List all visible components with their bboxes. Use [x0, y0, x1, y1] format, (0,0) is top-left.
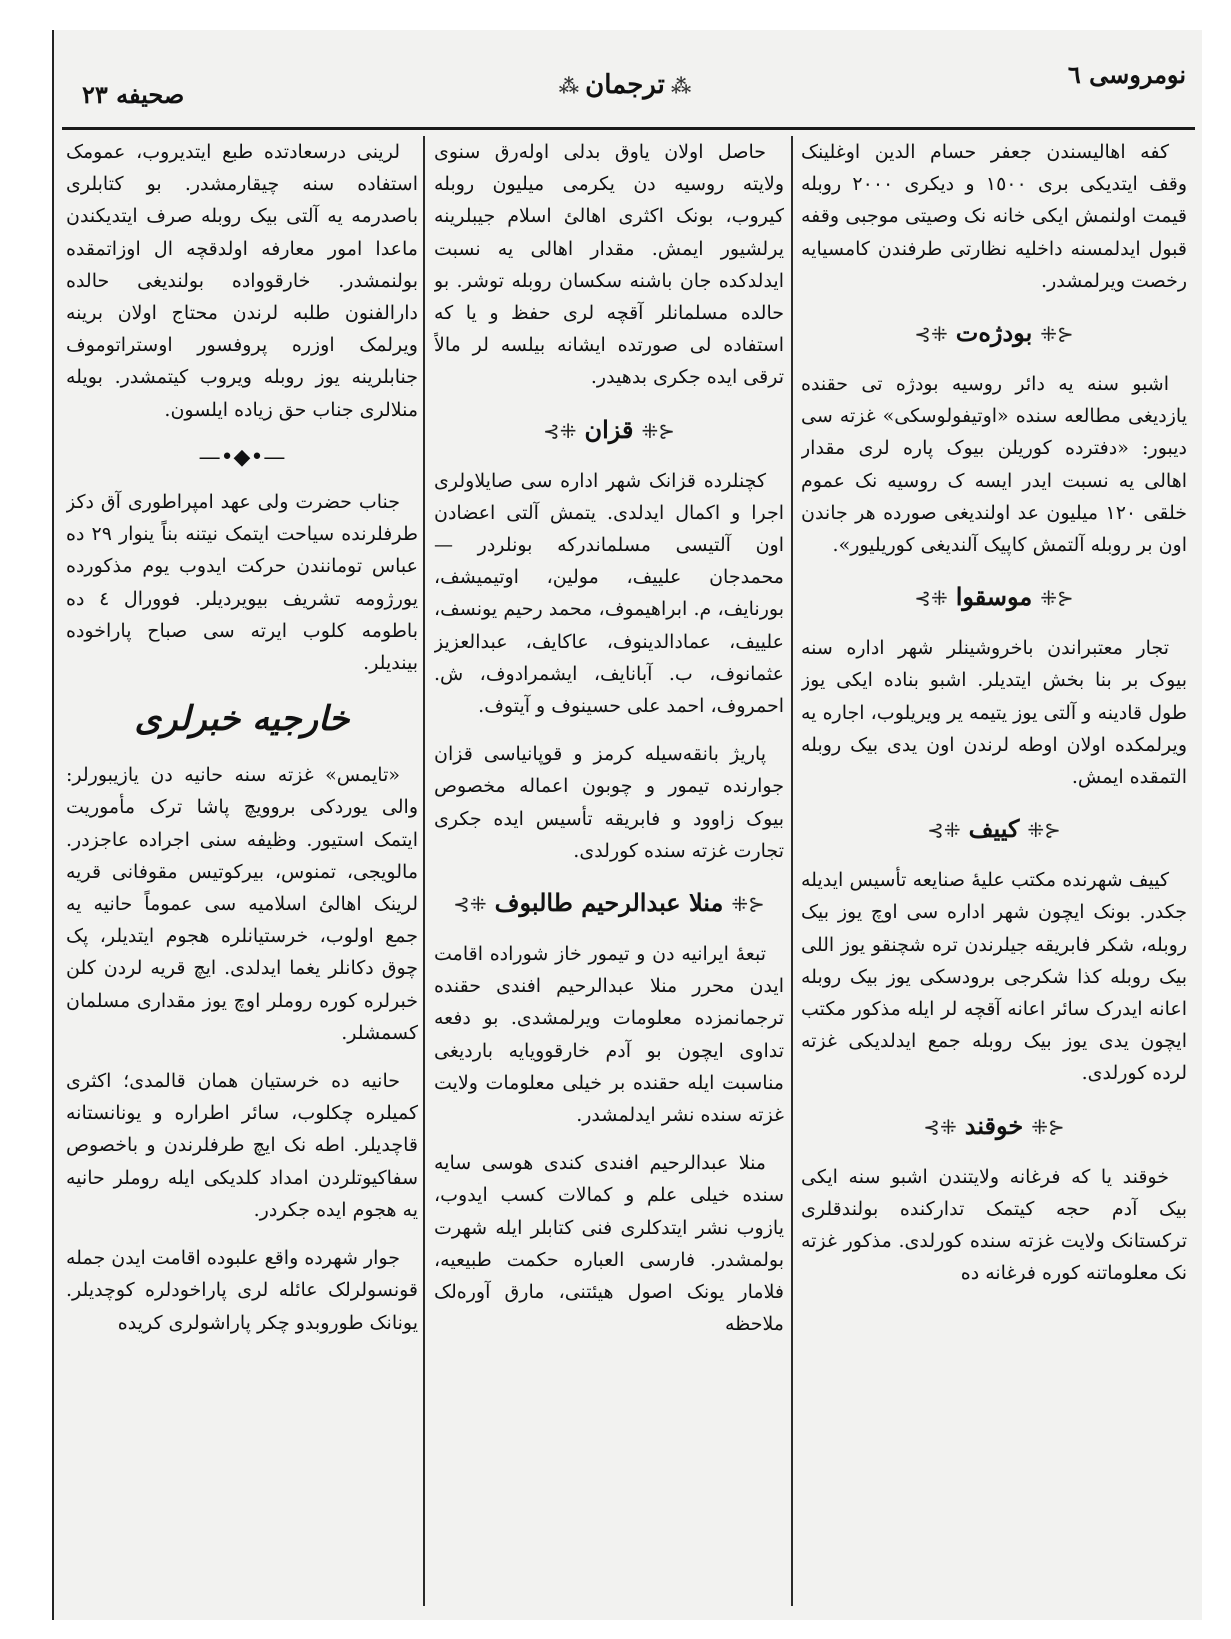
column-divider [791, 136, 793, 1606]
issue-number: نومروسی ٦ [1067, 60, 1186, 89]
section-heading [434, 883, 784, 924]
ornament-icon: ⁜⊱ [542, 418, 577, 443]
article-paragraph: جناب حضرت ولی عهد امپراطوری آق دکز طرفلرنده سیاحت ایتمک نیتنه بناً ینوار ٢٩ ده عباس تومانندن حرکت ایدوب یوم مذکورده یورژومه تشریف بیویردیلر. فوورال ٤ ده باطومه کلوب ایرته سی صباح پاراخوده بیندیلر. [66, 491, 418, 675]
masthead [540, 70, 710, 100]
ornament-icon: ⁜⊱ [914, 586, 948, 611]
article-paragraph: تبعهٔ ایرانیه دن و تیمور خاز شوراده اقامت ایدن محرر منلا عبدالرحیم افندی حقنده ترجمانمزده معلومات ویرلمشدی. بو دفعه تداوی ایچون بو آدم خارقوویایه بارديغی مناسبت ایله حقنده بر خیلی معلومات ولایت غزته سنده نشر ایدلمشدر. [434, 943, 784, 1127]
ornament-icon: ⊰⁜ [1040, 586, 1074, 611]
ornament-icon: ⁜⊱ [927, 818, 961, 843]
ornament-icon: ⁜⊱ [914, 322, 948, 347]
article-paragraph: کییف شهرنده مکتب علیهٔ صنایعه تأسیس ایدیله جکدر. بونک ایچون شهر اداره سی اوچ یوز بیک روبله، شکر فابریقه جیلرندن تره شچنقو یوز اللی بیک روبله کذا شکرجی برودسکی یوز بیک روبله اعانه ایدرک سائر اعانه آقچه لر ایله مذکور مکتب ایچون یدی یوز بیک روبله جمع ایدلدیکی غزته لرده کورلدی. [801, 869, 1187, 1085]
article-paragraph: خوقند یا که فرغانه ولایتندن اشبو سنه ایکی بیک آدم حجه کیتمک تدارکنده بولندقلری ترکستانک ولایت غزته سنده کورلدی. مذکور غزته نک معلوماتنه کوره فرغانه ده [801, 1165, 1187, 1285]
section-heading [434, 410, 784, 451]
column-divider [423, 136, 425, 1606]
page-number: صحیفه ٢٣ [82, 80, 185, 109]
ornament-icon: ⊰⁜ [1040, 322, 1074, 347]
column-right [801, 136, 1187, 1606]
article-paragraph: حاصل اولان یاوق بدلی اوله‌رق سنوی ولایته روسیه دن یکرمی میلیون روبله کیروب، بونک اکثری اهالئ اسلام جیبلرینه یرلشیور ایمش. مقدار اهالی یه نسبت ایدلدکده جان باشنه سکسان روبله توشر. بو حالده مسلمانلر آقچه لری حفظ و یا که استفاده لی صورتده ایشانه بیلسه لر مالاً ترقی ایده جکری بدهیدر. [434, 141, 784, 389]
section-heading [801, 577, 1187, 618]
section-heading [801, 809, 1187, 850]
column-middle [434, 136, 784, 1606]
ornament-icon: ⁂ [558, 74, 580, 98]
heading-text: کییف [968, 814, 1020, 844]
ornament-icon: ⊰⁜ [1027, 818, 1061, 843]
ornament-icon: ⊰⁜ [641, 418, 676, 443]
article-paragraph: کفه اهالیسندن جعفر حسام الدین اوغلینک وقف ایتدیکی بری ١٥٠٠ و دیکری ٢٠٠٠ روبله قیمت اولنمش ایکی خانه نک وصیتی موجبی وقفه قبول ایدلمسنه داخلیه نظارتی طرفندن کامسیایه رخصت ویرلمشدر. [801, 141, 1187, 292]
column-left [66, 136, 418, 1606]
article-paragraph: لرینی درسعادتده طبع ایتدیروب، عمومک استفاده سنه چیقارمشدر. بو کتابلری باصدرمه یه آلتی بیک روبله صرف ایتدیکندن ماعدا امور معارفه اولدقچه ال اوزاتمقده بولنمشدر. خارقوواده بولندیغی حالده دارالفنون طلبه لرندن محتاج اولان برینه ویرلمک اوزره پروفسور اوستراتوموف جنابلرینه یوز روبله ویروب کیتمشدر. بویله منلالری جناب حق زیاده ایلسون. [66, 141, 418, 421]
section-heading [801, 313, 1187, 354]
ornament-icon: ⁜⊱ [923, 1114, 957, 1139]
article-paragraph: کچنلرده قزانک شهر اداره سی صایلاولری اجرا و اکمال ایدلدی. یتمش آلتی اعضادن اون آلتیسی مسلماندرکه بونلردر — محمدجان علییف، مولین، اوتیمیشف، بورنایف، م. ابراهیموف، محمد رحیم یونسف، علییف، عمادالدینوف، عاکایف، عبدالعزیز عثمانوف، ب. آبانایف، ایشمرادوف، ش. احمروف، احمد علی حسینوف و آیتوف. [434, 469, 784, 718]
ornament-icon: ⁂ [670, 74, 692, 98]
ornament-icon: ⊰⁜ [1031, 1114, 1065, 1139]
article-paragraph: منلا عبدالرحیم افندی کندی هوسی سایه سنده خیلی علم و کمالات کسب ایدوب، یازوب نشر ایتدکلری فنی کتابلر ایله شهرت بولمشدر. فارسی العباره حکمت طبیعیه، فلامار یونک اصول هیئتنی، مارق آورەلک ملاحظه [434, 1152, 784, 1336]
masthead-title: ترجمان [585, 70, 665, 100]
page-header [54, 30, 1202, 109]
article-paragraph: جوار شهرده واقع علبوده اقامت ایدن جمله قونسولرلک عائله لری پاراخودلره کوچدیلر. یونانک طوروبدو چکر پاراشولری کریده [66, 1247, 418, 1334]
heading-text: قزان [584, 414, 634, 444]
header-rule [62, 127, 1195, 130]
article-paragraph: حانیه ده خرستیان همان قالمدی؛ اکثری کمیلره چکلوب، سائر اطراره و یونانستانه قاچدیلر. اطه نک ایچ طرفلرندن و باخصوص سفاکیوتلردن امداد کلدیکی ایله روملر حانیه یه هجوم ایده جکردر. [66, 1070, 418, 1221]
heading-text: منلا عبدالرحیم طالبوف [494, 888, 724, 918]
article-paragraph: اشبو سنه یه دائر روسیه بودژه تی حقنده یازدیغی مطالعه سنده «اوتیفولوسکی» غزته سی دیبور: «دفترده کوریلن بیوک پاره لری مقدار اهالی یه نسبت ایدر ایسه ک روسیه نک عموم خلقی ١٢٠ میلیون عد اولندیغی صورده هر جاندن اون بر روبله آلتمش کاپیک آلندیغی کوریلیور». [801, 373, 1187, 557]
section-heading [801, 1106, 1187, 1147]
ornament-icon: ⁜⊱ [453, 892, 487, 917]
heading-text: بودژەت [955, 318, 1033, 348]
article-paragraph: «تایمس» غزته سنه حانیه دن یازیبورلر: والی یوردکی بروویچ پاشا ترک مأموریت ایتمک استیور. وظیفه سنی اجراده عاجزدر. مالویجی، تمنوس، بیرکوتیس مقوفانی قریه لرینک اهالئ اسلامیه سی عموماً حانیه یه جمع اولوب، خرستیانلره هجوم ایتدیلر، پک چوق دکانلر یغما ایدلدی. ایچ قریه لردن کلن خبرلره کوره روملر اوچ یوز مقداری مسلمان کسمشلر. [66, 764, 418, 1044]
section-heading-large: خارجیه خبرلری [134, 699, 350, 740]
heading-text: موسقوا [955, 582, 1033, 612]
section-divider: —•◆•— [198, 444, 286, 470]
article-paragraph: تجار معتبراندن باخروشینلر شهر اداره سنه بیوک بر بنا بخش ایتدیلر. اشبو بناده ایکی یوز طول قادینه و آلتی یوز یتیمه یر ویریلوب، اجاره یه ویرلمکده اولان اوطه لرندن اون یدی بیک روبله التمقده ایمش. [801, 637, 1187, 789]
newspaper-page [52, 30, 1202, 1620]
article-paragraph: پاریژ بانقه‌سیله کرمز و قوپانیاسی قزان جوارنده تیمور و چوبون اعماله مخصوص بیوک زاوود و فابریقه تأسیس ایده جکری تجارت غزته سنده کورلدی. [434, 743, 784, 862]
heading-text: خوقند [964, 1110, 1024, 1140]
ornament-icon: ⊰⁜ [731, 892, 765, 917]
